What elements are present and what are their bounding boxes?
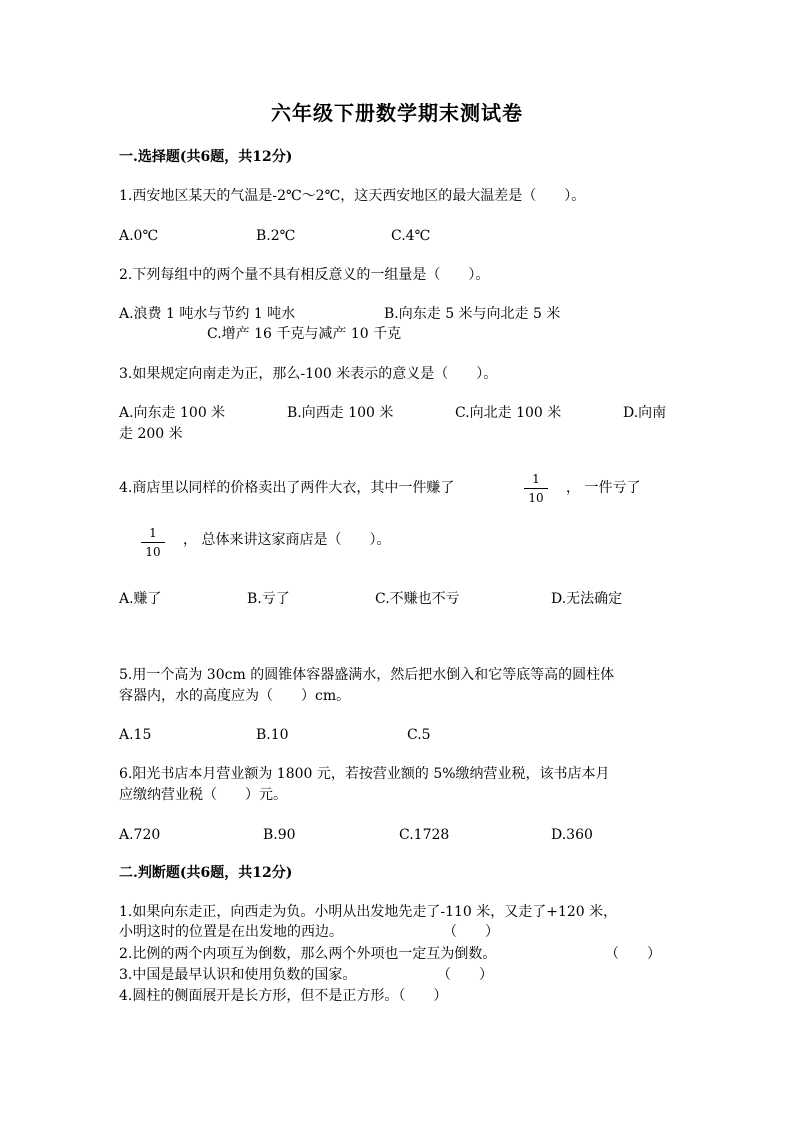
q6-option-c: C.1728 xyxy=(399,827,450,843)
question-4-stem-part3: ， 总体来讲这家商店是（ ）。 xyxy=(183,532,391,548)
q1-option-c: C.4℃ xyxy=(391,228,431,244)
question-6-stem-line2: 应缴纳营业税（ ）元。 xyxy=(119,787,287,803)
question-4-stem-part1: 4.商店里以同样的价格卖出了两件大衣，其中一件赚了 xyxy=(119,480,455,496)
section-heading-judgement: 二.判断题(共6题，共12分) xyxy=(119,865,293,881)
judgement-4: 4.圆柱的侧面展开是长方形，但不是正方形。（ ） xyxy=(119,988,448,1004)
q2-option-c: C.增产 16 千克与减产 10 千克 xyxy=(207,326,402,342)
q1-option-b: B.2℃ xyxy=(256,228,296,244)
judgement-2-answer-blank: （ ） xyxy=(605,946,661,962)
q3-option-c: C.向北走 100 米 xyxy=(455,405,562,421)
judgement-3: 3.中国是最早认识和使用负数的国家。 xyxy=(119,967,357,983)
question-4-stem-part2: ， 一件亏了 xyxy=(566,480,641,496)
question-3-stem: 3.如果规定向南走为正，那么-100 米表示的意义是（ ）。 xyxy=(119,366,498,382)
question-2-stem: 2.下列每组中的两个量不具有相反意义的一组量是（ ）。 xyxy=(119,267,490,283)
judgement-2: 2.比例的两个内项互为倒数，那么两个外项也一定互为倒数。 xyxy=(119,946,497,962)
judgement-1-line1: 1.如果向东走正，向西走为负。小明从出发地先走了-110 米，又走了+120 米， xyxy=(119,904,618,920)
judgement-1-line2: 小明这时的位置是在出发地的西边。 xyxy=(119,924,343,940)
q4-option-d: D.无法确定 xyxy=(551,591,623,607)
q5-option-c: C.5 xyxy=(407,727,431,743)
page-title: 六年级下册数学期末测试卷 xyxy=(271,101,523,125)
q3-option-a: A.向东走 100 米 xyxy=(119,405,226,421)
q2-option-a: A.浪费 1 吨水与节约 1 吨水 xyxy=(119,306,296,322)
q1-option-a: A.0℃ xyxy=(119,228,159,244)
fraction-numerator: 1 xyxy=(532,472,540,486)
question-5-stem-line1: 5.用一个高为 30cm 的圆锥体容器盛满水，然后把水倒入和它等底等高的圆柱体 xyxy=(119,667,615,683)
q4-option-b: B.亏了 xyxy=(247,591,290,607)
section-heading-choice: 一.选择题(共6题，共12分) xyxy=(119,149,293,165)
fraction-numerator: 1 xyxy=(149,526,157,540)
q2-option-b: B.向东走 5 米与向北走 5 米 xyxy=(384,306,561,322)
q6-option-a: A.720 xyxy=(119,827,161,843)
q4-option-c: C.不赚也不亏 xyxy=(375,591,460,607)
fraction-bar xyxy=(141,542,165,543)
q6-option-d: D.360 xyxy=(551,827,593,843)
fraction-bar xyxy=(524,488,548,489)
q5-option-b: B.10 xyxy=(256,727,289,743)
q4-fraction-2 xyxy=(141,526,165,559)
question-1-stem: 1.西安地区某天的气温是-2℃～2℃，这天西安地区的最大温差是（ ）。 xyxy=(119,188,586,204)
question-6-stem-line1: 6.阳光书店本月营业额为 1800 元，若按营业额的 5%缴纳营业税，该书店本月 xyxy=(119,766,610,782)
q3-option-b: B.向西走 100 米 xyxy=(287,405,394,421)
judgement-3-answer-blank: （ ） xyxy=(437,967,493,983)
q3-option-d-continued: 走 200 米 xyxy=(119,426,183,442)
q5-option-a: A.15 xyxy=(119,727,152,743)
q6-option-b: B.90 xyxy=(263,827,296,843)
judgement-1-answer-blank: （ ） xyxy=(443,924,499,940)
question-5-stem-line2: 容器内，水的高度应为（ ）cm。 xyxy=(119,688,351,704)
q3-option-d: D.向南 xyxy=(623,405,667,421)
fraction-denominator: 10 xyxy=(528,491,544,505)
q4-option-a: A.赚了 xyxy=(119,591,162,607)
q4-fraction-1 xyxy=(524,472,548,505)
fraction-denominator: 10 xyxy=(145,545,161,559)
